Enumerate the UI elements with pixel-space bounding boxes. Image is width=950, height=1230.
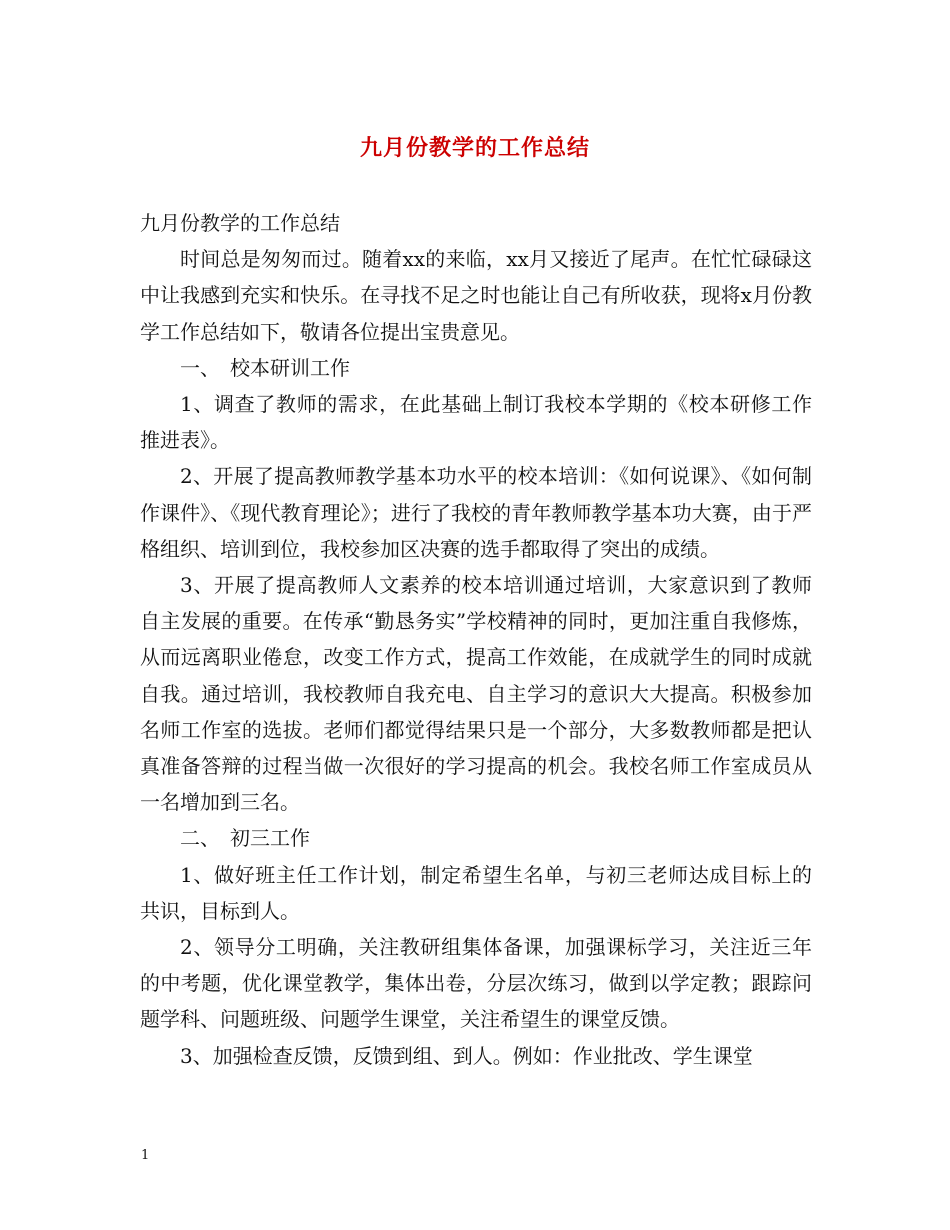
paragraph-item: 2、领导分工明确，关注教研组集体备课，加强课标学习，关注近三年的中考题，优化课堂教学，集体出卷，分层次练习，做到以学定教；跟踪问题学科、问题班级、问题学生课堂，关注希望生的课堂反馈。	[140, 935, 812, 1032]
section-heading-2: 二、 初三工作	[180, 826, 310, 851]
document-title: 九月份教学的工作总结	[359, 135, 590, 161]
page-number: 1	[141, 1148, 150, 1163]
body-heading: 九月份教学的工作总结	[140, 211, 340, 235]
document-body	[140, 205, 812, 1074]
section-heading-1: 一、 校本研训工作	[180, 355, 350, 380]
paragraph-item: 3、加强检查反馈，反馈到组、到人。例如：作业批改、学生课堂	[180, 1043, 753, 1068]
paragraph-item: 3、开展了提高教师人文素养的校本培训通过培训，大家意识到了教师自主发展的重要。在传承“勤恳务实”学校精神的同时，更加注重自我修炼，从而远离职业倦怠，改变工作方式，提高工作效能，在成就学生的同时成就自我。通过培训，我校教师自我充电、自主学习的意识大大提高。积极参加名师工作室的选拔。老师们都觉得结果只是一个部分，大多数教师都是把认真准备答辩的过程当做一次很好的学习提高的机会。我校名师工作室成员从一名增加到三名。	[140, 573, 812, 815]
paragraph-item: 1、做好班主任工作计划，制定希望生名单，与初三老师达成目标上的共识，目标到人。	[140, 862, 812, 923]
paragraph-item: 2、开展了提高教师教学基本功水平的校本培训：《如何说课》、《如何制作课件》、《现代教育理论》；进行了我校的青年教师教学基本功大赛，由于严格组织、培训到位，我校参加区决赛的选手都取得了突出的成绩。	[140, 464, 812, 561]
paragraph-intro: 时间总是匆匆而过。随着xx的来临，xx月又接近了尾声。在忙忙碌碌这中让我感到充实和快乐。在寻找不足之时也能让自己有所收获，现将x月份教学工作总结如下，敬请各位提出宝贵意见。	[140, 247, 812, 344]
paragraph-item: 1、调查了教师的需求，在此基础上制订我校本学期的《校本研修工作推进表》。	[140, 392, 812, 453]
